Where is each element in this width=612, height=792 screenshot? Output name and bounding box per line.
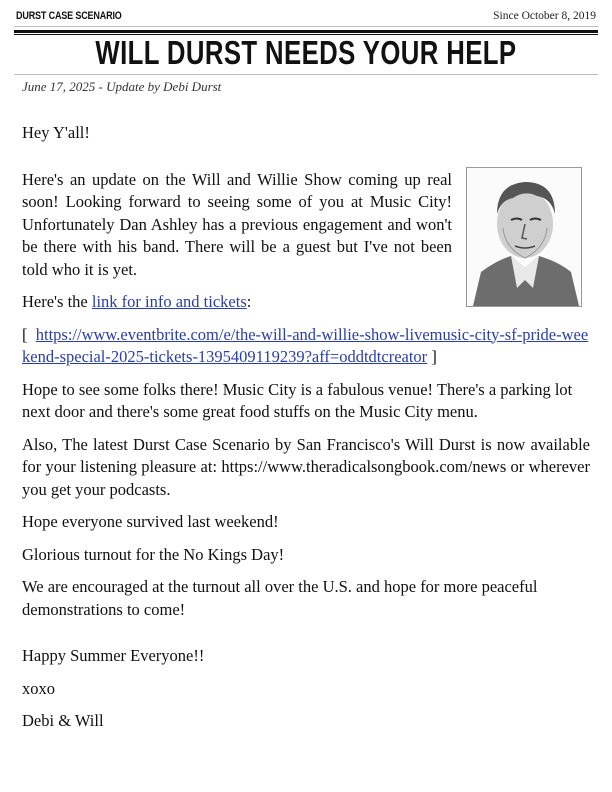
xoxo: xoxo xyxy=(22,678,55,698)
paragraph-encouraged: We are encouraged at the turnout all over the U.S. and hope for more peaceful demonstrations to come! xyxy=(22,577,538,619)
eventbrite-link[interactable]: https://www.eventbrite.com/e/the-will-and-willie-show-livemusic-city-sf-pride-weekend-special-2025-tickets-1395409119239?aff=oddtdtcreator xyxy=(22,324,589,366)
divider-top xyxy=(14,26,598,27)
close-bracket: ] xyxy=(431,347,437,366)
paragraph-no-kings: Glorious turnout for the No Kings Day! xyxy=(22,544,285,564)
masthead-bar xyxy=(14,10,598,26)
tickets-intro-suffix: : xyxy=(246,292,252,311)
divider-thick xyxy=(14,30,598,33)
article-body xyxy=(22,122,590,743)
dateline: June 17, 2025 - Update by Debi Durst xyxy=(22,79,222,94)
greeting: Hey Y'all! xyxy=(22,123,90,142)
paragraph-weekend: Hope everyone survived last weekend! xyxy=(22,512,279,531)
portrait-image xyxy=(466,167,582,307)
eventbrite-url-line xyxy=(22,324,590,369)
open-bracket: [ xyxy=(22,324,28,344)
divider-bottom xyxy=(14,74,598,75)
tickets-intro-prefix: Here's the xyxy=(22,292,92,311)
site-name: DURST CASE SCENARIO xyxy=(16,10,122,22)
headline-text: WILL DURST NEEDS YOUR HELP xyxy=(95,34,517,71)
paragraph-podcast: Also, The latest Durst Case Scenario by San Francisco's Will Durst is now available for your listening pleasure at: https://www.theradicalsongbook.com/news or wherever you get your podcasts. xyxy=(22,434,590,499)
paragraph-show-update: Here's an update on the Will and Willie Show coming up real soon! Looking forward to seeing some of you at Music City! Unfortunately Dan Ashley has a previous engagement and won't be there with his band. There will be a guest but I've not been told who it is yet. xyxy=(22,169,452,279)
info-tickets-link[interactable]: link for info and tickets xyxy=(91,292,247,311)
signature: Debi & Will xyxy=(22,711,104,730)
portrait-sketch-icon xyxy=(467,168,581,306)
paragraph-venue: Hope to see some folks there! Music City is a fabulous venue! There's a parking lot next door and there's some great food stuffs on the Music City menu. xyxy=(22,379,573,421)
closing-line: Happy Summer Everyone!! xyxy=(22,646,205,665)
headline xyxy=(0,34,612,72)
since-date: Since October 8, 2019 xyxy=(493,10,596,22)
